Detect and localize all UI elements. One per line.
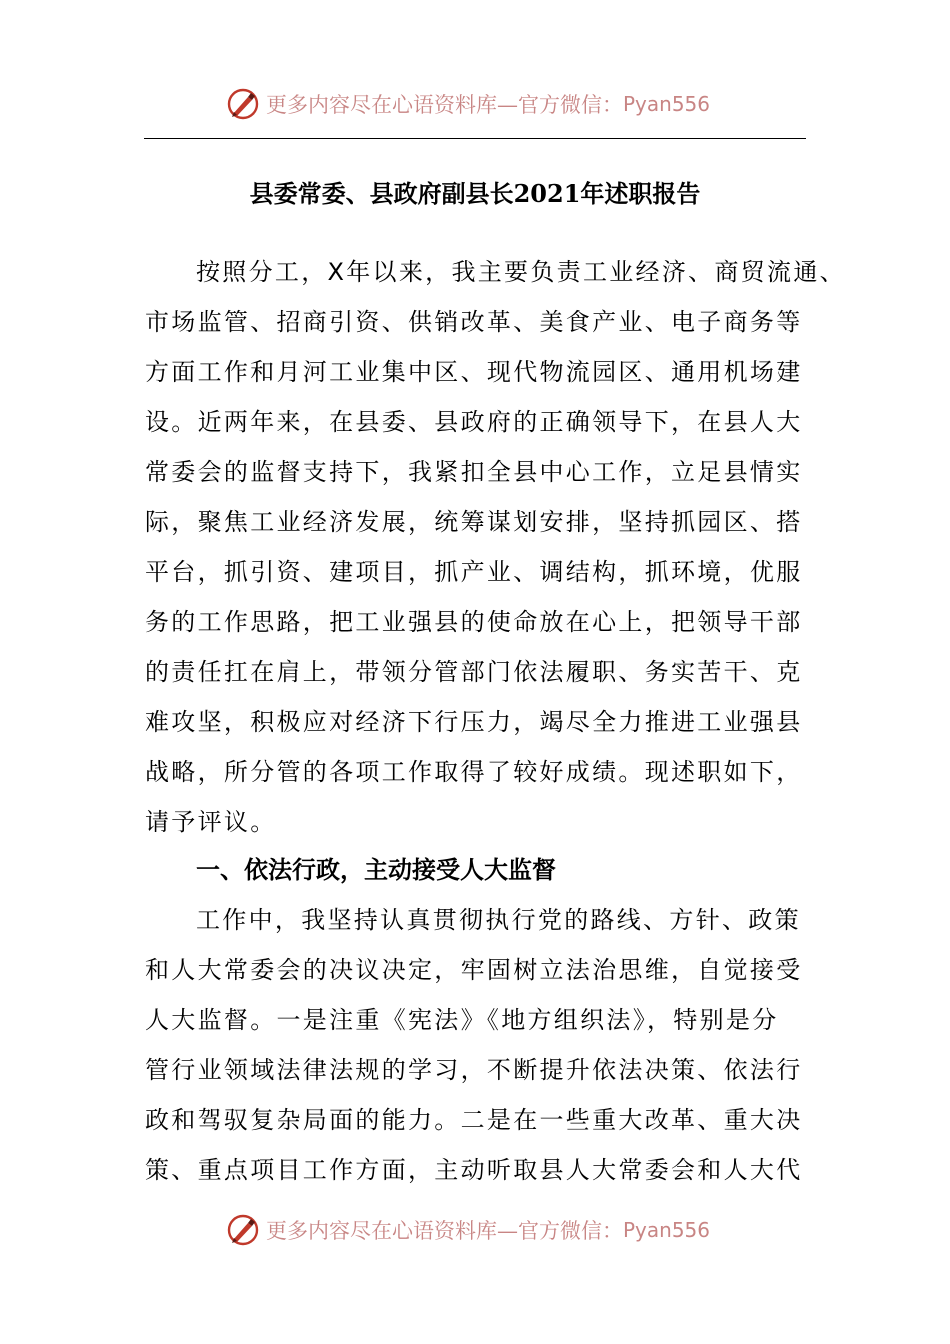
paragraph-2-line: 人大监督。一是注重《宪法》《地方组织法》，特别是分 xyxy=(145,1006,779,1034)
paragraph-2-line: 工作中，我坚持认真贯彻执行党的路线、方针、政策 xyxy=(196,906,801,934)
paragraph-2-line: 管行业领域法律法规的学习，不断提升依法决策、依法行 xyxy=(145,1056,803,1084)
paragraph-1-line: 市场监管、招商引资、供销改革、美食产业、电子商务等 xyxy=(145,308,803,336)
header-banner xyxy=(226,82,710,126)
document-title: 县委常委、县政府副县长2021年述职报告 xyxy=(249,179,701,208)
paragraph-1-line: 际，聚焦工业经济发展，统筹谋划安排，坚持抓园区、搭 xyxy=(145,508,803,536)
page-footer xyxy=(0,1208,950,1252)
paragraph-1-line: 设。近两年来，在县委、县政府的正确领导下，在县人大 xyxy=(145,408,803,436)
paragraph-2-line: 和人大常委会的决议决定，牢固树立法治思维，自觉接受 xyxy=(145,956,803,984)
paragraph-2-line: 策、重点项目工作方面，主动听取县人大常委会和人大代 xyxy=(145,1156,803,1184)
paragraph-1-line: 按照分工，X年以来，我主要负责工业经济、商贸流通、 xyxy=(196,258,846,286)
paragraph-1-line: 务的工作思路，把工业强县的使命放在心上，把领导干部 xyxy=(145,608,803,636)
paragraph-1-line: 战略，所分管的各项工作取得了较好成绩。现述职如下， xyxy=(145,758,803,786)
paragraph-1-line: 方面工作和月河工业集中区、现代物流园区、通用机场建 xyxy=(145,358,803,386)
header-banner-id: Pyan556 xyxy=(623,92,711,116)
page-header xyxy=(0,82,950,126)
paragraph-1-line: 常委会的监督支持下，我紧扣全县中心工作，立足县情实 xyxy=(145,458,803,486)
paragraph-1-line: 难攻坚，积极应对经济下行压力，竭尽全力推进工业强县 xyxy=(145,708,803,736)
paragraph-1-line: 的责任扛在肩上，带领分管部门依法履职、务实苦干、克 xyxy=(145,658,803,686)
paragraph-1-line: 请予评议。 xyxy=(145,808,277,836)
footer-banner xyxy=(226,1208,710,1252)
paragraph-2-line: 政和驾驭复杂局面的能力。二是在一些重大改革、重大决 xyxy=(145,1106,803,1134)
header-banner-text: 更多内容尽在心语资料库—官方微信： xyxy=(266,93,623,117)
section-1-heading: 一、依法行政，主动接受人大监督 xyxy=(196,856,556,884)
header-divider xyxy=(144,138,806,139)
pen-logo-icon xyxy=(226,1213,260,1247)
paragraph-1-line: 平台，抓引资、建项目，抓产业、调结构，抓环境，优服 xyxy=(145,558,803,586)
footer-banner-id: Pyan556 xyxy=(623,1218,711,1242)
pen-logo-icon xyxy=(226,87,260,121)
footer-banner-text: 更多内容尽在心语资料库—官方微信： xyxy=(266,1219,623,1243)
